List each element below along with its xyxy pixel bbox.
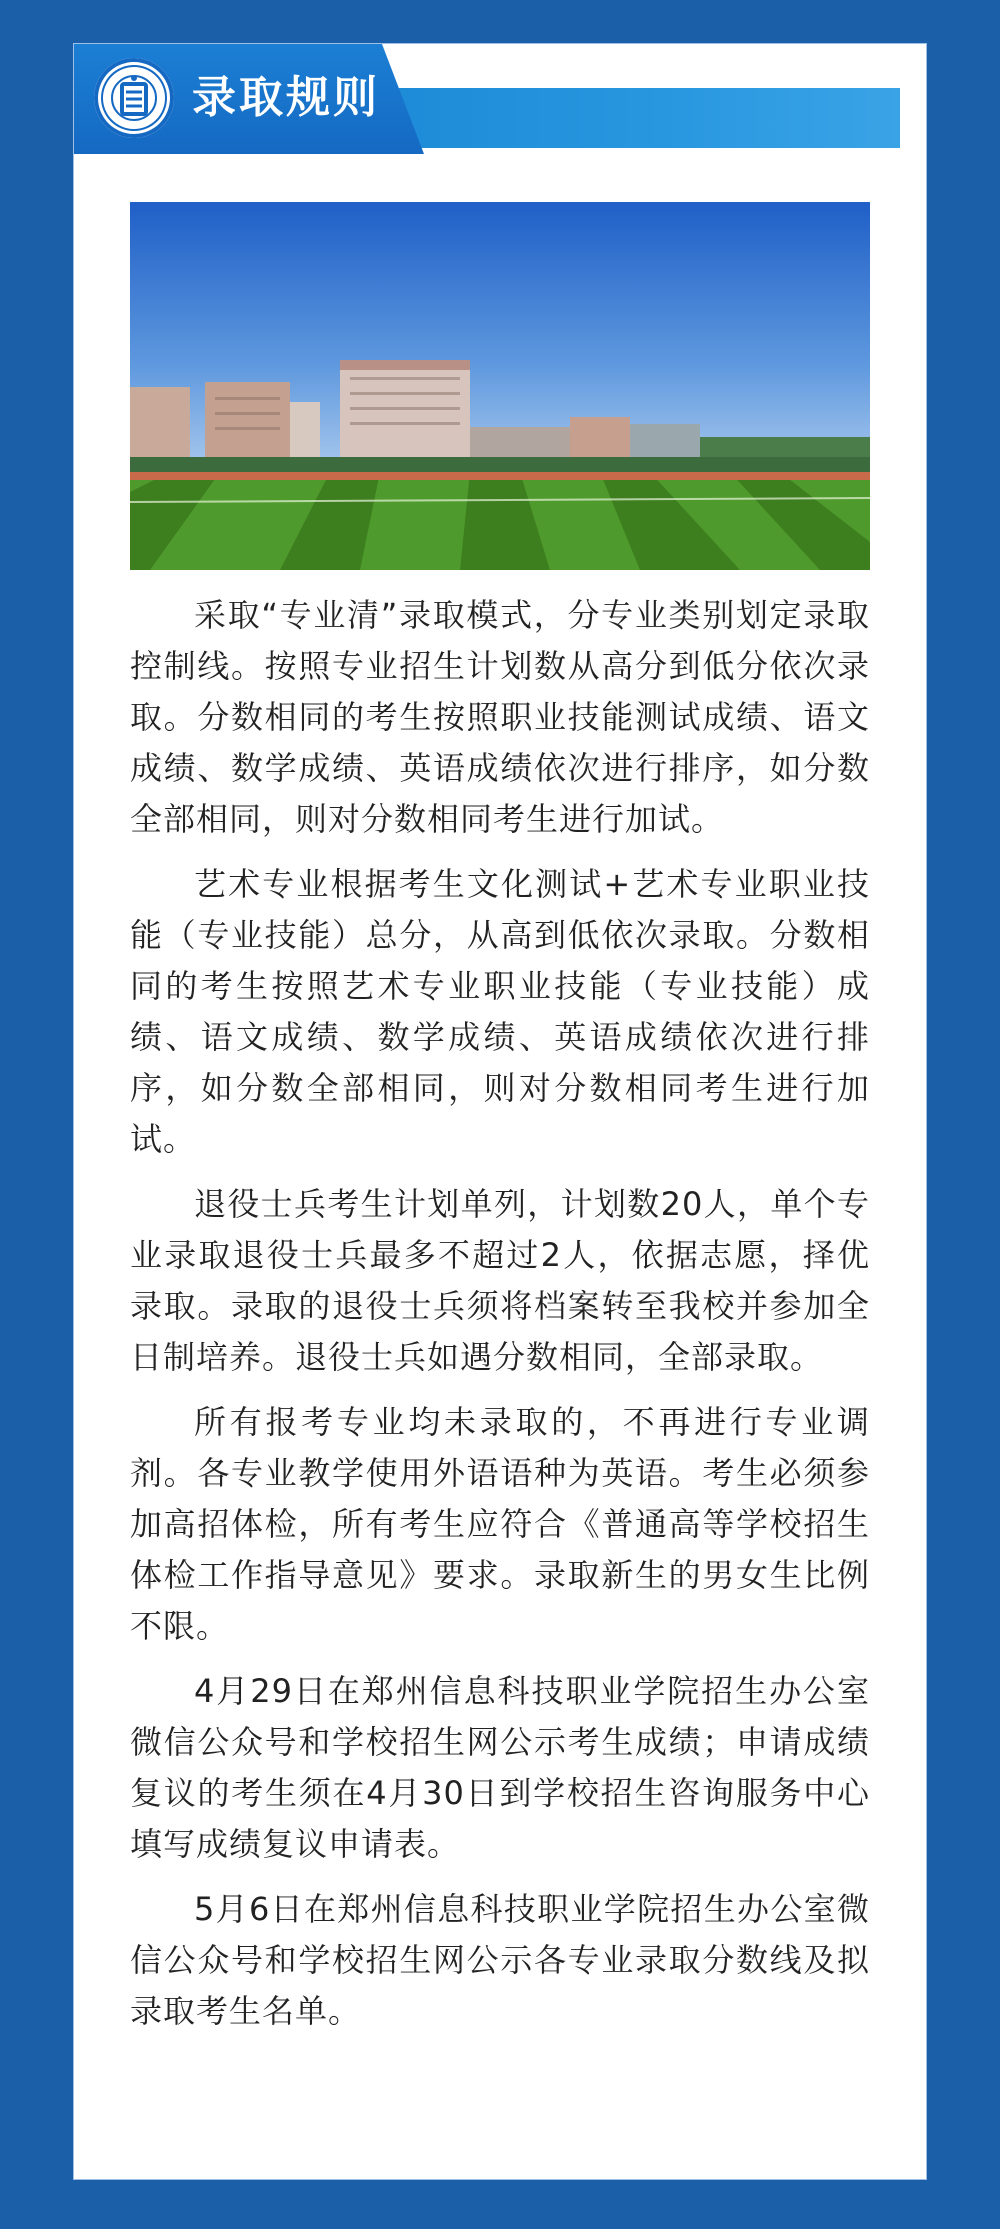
header-band-top (364, 44, 900, 88)
page-title: 录取规则 (192, 72, 380, 123)
section-header (74, 44, 926, 154)
paragraph: 所有报考专业均未录取的，不再进行专业调剂。各专业教学使用外语语种为英语。考生必须参加高招体检，所有考生应符合《普通高等学校招生体检工作指导意见》要求。录取新生的男女生比例不限。 (130, 1403, 870, 1645)
admission-rules-text (130, 590, 870, 2051)
paragraph: 5月6日在郑州信息科技职业学院招生办公室微信公众号和学校招生网公示各专业录取分数线及拟录取考生名单。 (130, 1890, 870, 2030)
paragraph: 采取“专业清”录取模式，分专业类别划定录取控制线。按照专业招生计划数从高分到低分依次录取。分数相同的考生按照职业技能测试成绩、语文成绩、数学成绩、英语成绩依次进行排序，如分数全部相同，则对分数相同考生进行加试。 (130, 596, 870, 838)
paragraph: 艺术专业根据考生文化测试+艺术专业职业技能（专业技能）总分，从高到低依次录取。分数相同的考生按照艺术专业职业技能（专业技能）成绩、语文成绩、数学成绩、英语成绩依次进行排序，如分数全部相同，则对分数相同考生进行加试。 (130, 865, 870, 1158)
campus-sports-field-photo (130, 202, 870, 570)
header-band (364, 88, 900, 148)
paragraph: 4月29日在郑州信息科技职业学院招生办公室微信公众号和学校招生网公示考生成绩；申请成绩复议的考生须在4月30日到学校招生咨询服务中心填写成绩复议申请表。 (130, 1672, 870, 1863)
paragraph: 退役士兵考生计划单列，计划数20人，单个专业录取退役士兵最多不超过2人，依据志愿，择优录取。录取的退役士兵须将档案转至我校并参加全日制培养。退役士兵如遇分数相同，全部录取。 (130, 1185, 870, 1376)
school-seal-icon (94, 58, 174, 138)
